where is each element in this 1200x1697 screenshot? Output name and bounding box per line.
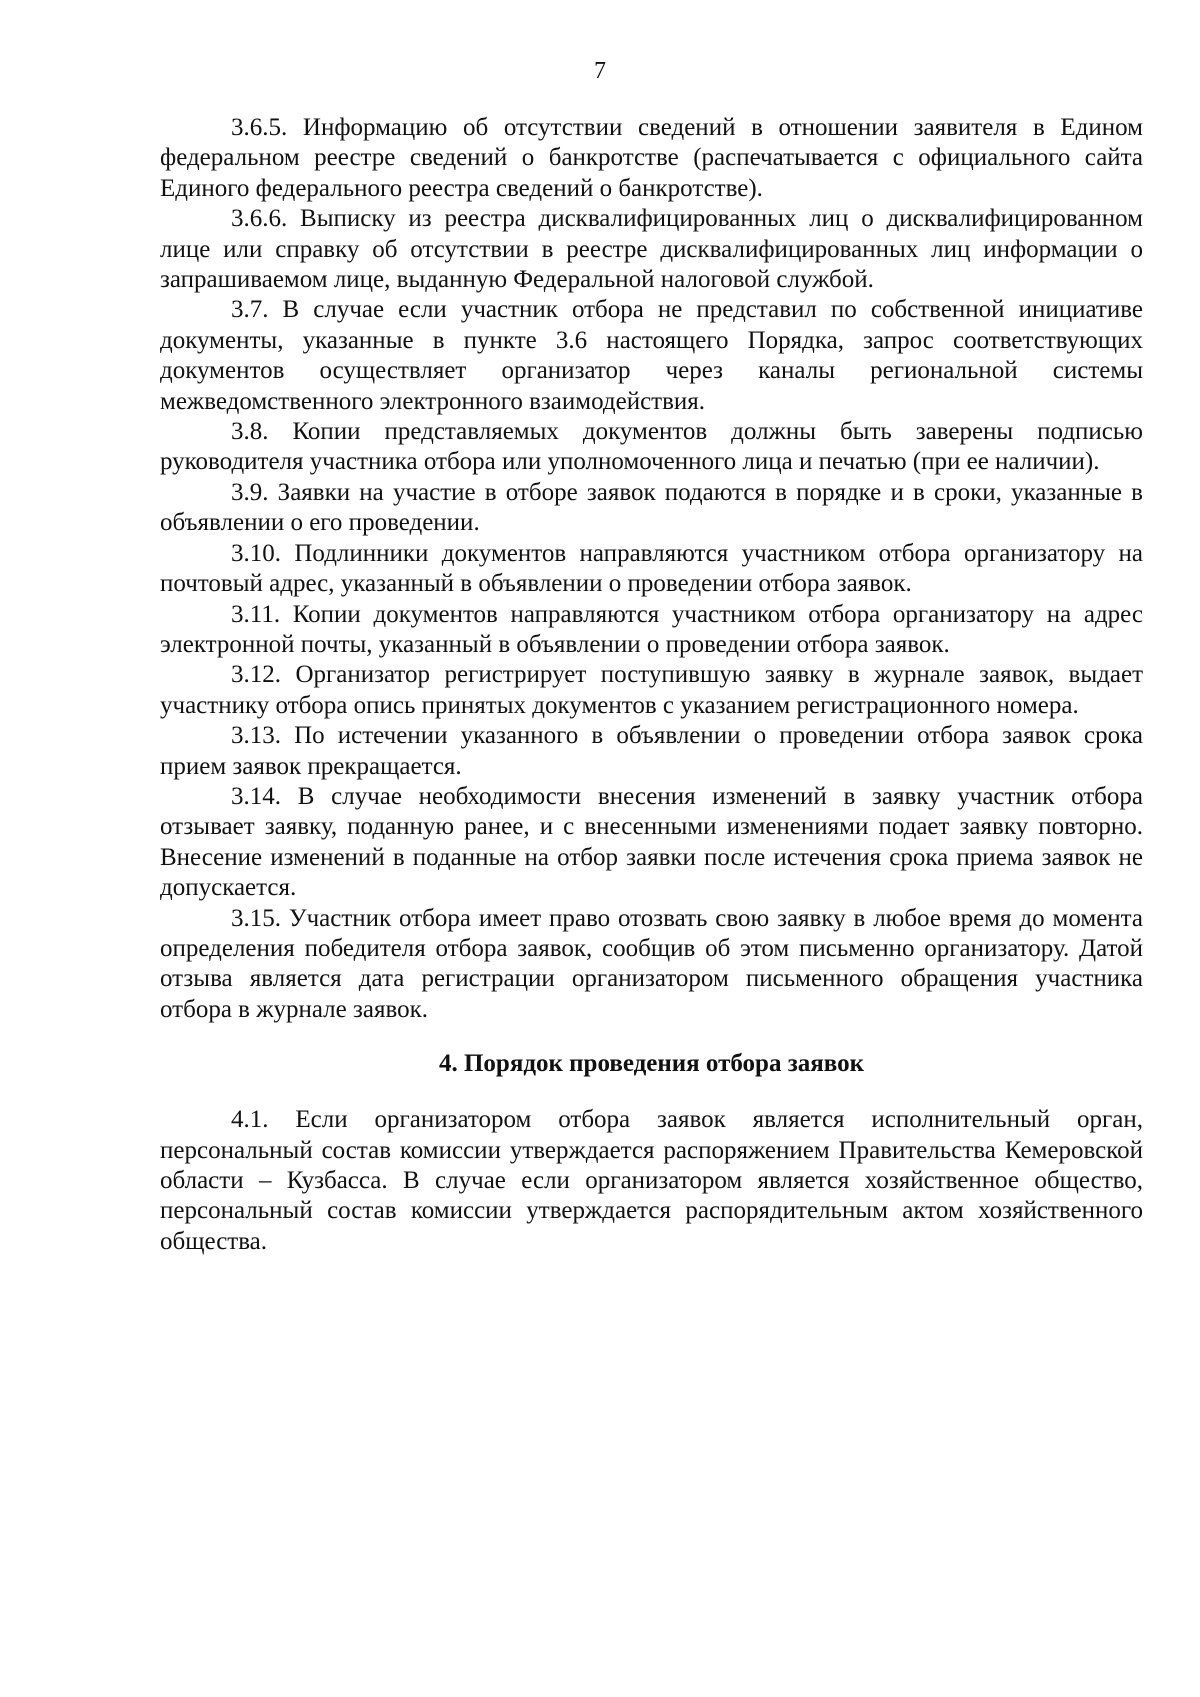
section-heading-4: 4. Порядок проведения отбора заявок (438, 1050, 865, 1078)
paragraph-3-6-5: 3.6.5. Информацию об отсутствии сведений в отношении заявителя в Едином федеральном реестре сведений о банкротстве (распечатывается с официального сайта Единого федерального реестра сведений о банкротстве). (160, 114, 1143, 202)
paragraph-3-11: 3.11. Копии документов направляются участником отбора организатору на адрес электронной почты, указанный в объявлении о проведении отбора заявок. (160, 600, 1143, 658)
document-body (160, 113, 1143, 1257)
paragraph-3-15: 3.15. Участник отбора имеет право отозвать свою заявку в любое время до момента определения победителя отбора заявок, сообщив об этом письменно организатору. Датой отзыва является дата регистрации организатором письменного обращения участника отбора в журнале заявок. (160, 904, 1143, 1023)
paragraph-4-1: 4.1. Если организатором отбора заявок является исполнительный орган, персональный состав комиссии утверждается распоряжением Правительства Кемеровской области – Кузбасса. В случае если организатором является хозяйственное общество, персональный состав комиссии утверждается распорядительным актом хозяйственного общества. (160, 1106, 1143, 1255)
paragraph-3-9: 3.9. Заявки на участие в отборе заявок подаются в порядке и в сроки, указанные в объявлении о его проведении. (160, 478, 1143, 537)
paragraph-3-10: 3.10. Подлинники документов направляются участником отбора организатору на почтовый адрес, указанный в объявлении о проведении отбора заявок. (160, 539, 1143, 598)
paragraph-3-13: 3.13. По истечении указанного в объявлении о проведении отбора заявок срока прием заявок прекращается. (160, 722, 1143, 780)
paragraph-3-7: 3.7. В случае если участник отбора не представил по собственной инициативе документы, указанные в пункте 3.6 настоящего Порядка, запрос соответствующих документов осуществляет организатор через каналы региональной системы межведомственного электронного взаимодействия. (160, 296, 1143, 415)
paragraph-3-8: 3.8. Копии представляемых документов должны быть заверены подписью руководителя участника отбора или уполномоченного лица и печатью (при ее наличии). (160, 418, 1143, 476)
page-number: 7 (594, 58, 606, 84)
paragraph-3-12: 3.12. Организатор регистрирует поступившую заявку в журнале заявок, выдает участнику отбора опись принятых документов с указанием регистрационного номера. (160, 661, 1143, 719)
paragraph-3-6-6: 3.6.6. Выписку из реестра дисквалифицированных лиц о дисквалифицированном лице или справку об отсутствии в реестре дисквалифицированных лиц информации о запрашиваемом лице, выданную Федеральной налоговой службой. (160, 205, 1143, 294)
paragraph-3-14: 3.14. В случае необходимости внесения изменений в заявку участник отбора отзывает заявку, поданную ранее, и с внесенными изменениями подает заявку повторно. Внесение изменений в поданные на отбор заявки после истечения срока приема заявок не допускается. (160, 782, 1143, 902)
